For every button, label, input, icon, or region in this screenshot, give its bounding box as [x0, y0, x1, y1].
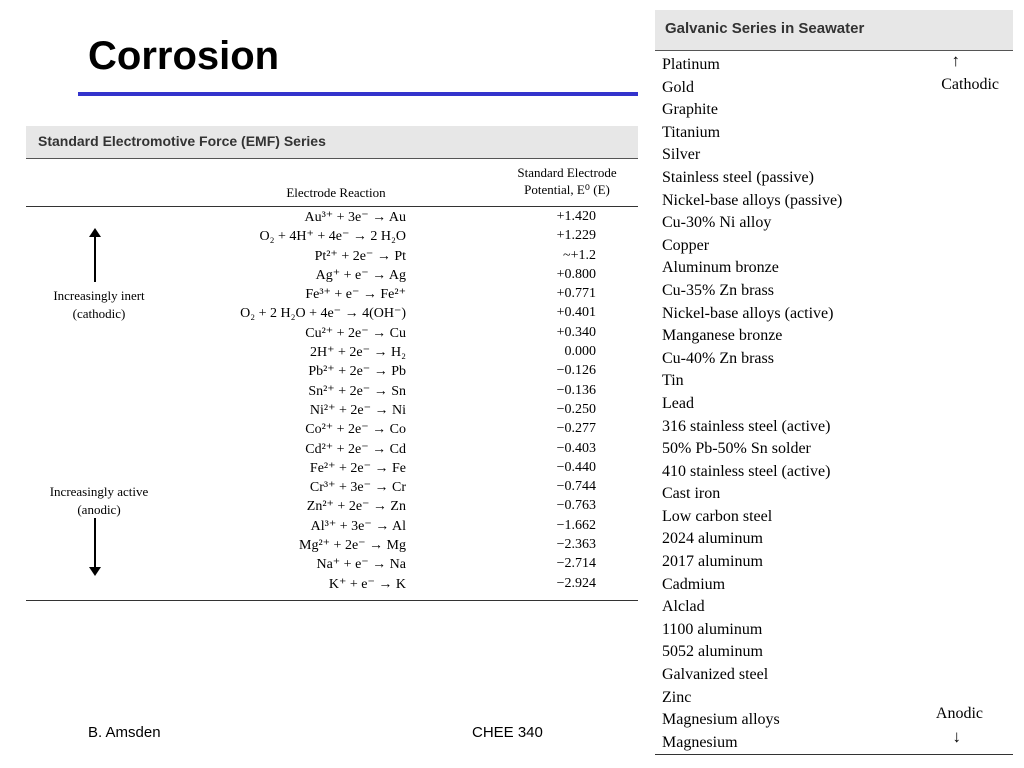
electrode-reaction: K⁺ + e⁻ → K: [328, 576, 406, 592]
electrode-potential: −0.250: [556, 401, 596, 417]
cathodic-label: Cathodic: [941, 76, 999, 93]
galvanic-item: Galvanized steel: [662, 666, 769, 684]
electrode-potential: −1.662: [556, 517, 596, 533]
electrode-potential: −0.440: [556, 459, 596, 475]
electrode-reaction: Au³⁺ + 3e⁻ → Au: [304, 210, 406, 225]
electrode-potential: −0.136: [556, 382, 596, 398]
footer-author: B. Amsden: [88, 724, 161, 741]
electrode-potential: −2.363: [556, 537, 596, 553]
emf-row: [26, 440, 638, 459]
electrode-reaction: Mg²⁺ + 2e⁻ → Mg: [299, 538, 406, 554]
inert-label: [34, 287, 164, 323]
electrode-potential: +0.401: [556, 305, 596, 321]
column-header-reaction: Electrode Reaction: [286, 185, 386, 200]
galvanic-item: Platinum: [662, 56, 720, 73]
inert-label-line1: Increasingly inert: [53, 288, 145, 303]
electrode-potential: −0.763: [556, 498, 596, 514]
footer-course: CHEE 340: [472, 724, 543, 741]
galvanic-bottom-rule: [655, 754, 1013, 755]
emf-row: [26, 227, 638, 246]
galvanic-table-title: Galvanic Series in Seawater: [665, 20, 865, 37]
galvanic-item: Nickel-base alloys (active): [662, 304, 834, 322]
emf-row: [26, 575, 638, 594]
galvanic-list: [662, 54, 842, 754]
electrode-potential: −0.126: [556, 363, 596, 379]
galvanic-item: Cast iron: [662, 485, 721, 503]
title-underline: [78, 92, 638, 96]
emf-row: [26, 459, 638, 478]
electrode-potential: +0.771: [556, 286, 596, 302]
galvanic-item: Cadmium: [662, 575, 726, 593]
anodic-label: Anodic: [935, 705, 983, 722]
down-arrow-shaft: [94, 518, 96, 570]
electrode-reaction: 2H⁺ + 2e⁻ → H₂: [310, 345, 406, 361]
active-label-line1: Increasingly active: [49, 484, 149, 499]
electrode-reaction: Co²⁺ + 2e⁻ → Co: [305, 422, 406, 438]
emf-row: [26, 382, 638, 401]
emf-table-title: Standard Electromotive Force (EMF) Series: [38, 133, 326, 149]
emf-row: [26, 266, 638, 285]
electrode-potential: +1.420: [556, 209, 596, 224]
galvanic-item: Alclad: [662, 598, 705, 616]
electrode-reaction: Fe²⁺ + 2e⁻ → Fe: [309, 460, 406, 476]
electrode-potential: +1.229: [556, 228, 596, 244]
electrode-potential: ~+1.2: [563, 247, 596, 263]
galvanic-item: Stainless steel (passive): [662, 168, 814, 186]
galvanic-item: Lead: [662, 394, 694, 412]
emf-series-table: [26, 126, 638, 602]
galvanic-item: Nickel-base alloys (passive): [662, 191, 843, 209]
electrode-potential: 0.000: [564, 344, 596, 360]
galvanic-item: 2024 aluminum: [662, 530, 763, 548]
column-header-potential: [496, 164, 638, 198]
emf-row: [26, 517, 638, 536]
galvanic-item: Gold: [662, 78, 694, 96]
electrode-reaction: Ag⁺ + e⁻ → Ag: [315, 267, 406, 283]
galvanic-item: 1100 aluminum: [662, 620, 763, 638]
column-header-potential-line1: Standard Electrode: [517, 165, 617, 180]
galvanic-item: 316 stainless steel (active): [662, 417, 831, 435]
galvanic-item: Silver: [662, 146, 701, 164]
inert-label-line2: (cathodic): [72, 306, 126, 321]
emf-row: [26, 555, 638, 574]
galvanic-item: Tin: [662, 372, 684, 390]
electrode-reaction: Ni²⁺ + 2e⁻ → Ni: [309, 402, 406, 418]
galvanic-item: Cu-30% Ni alloy: [662, 214, 772, 232]
electrode-potential: +0.340: [556, 324, 596, 340]
anodic-arrow-icon: ↓: [952, 727, 961, 746]
galvanic-item: 50% Pb-50% Sn solder: [662, 440, 811, 458]
emf-table-header: [26, 126, 638, 159]
slide-title: Corrosion: [88, 34, 280, 78]
galvanic-item: Cu-35% Zn brass: [662, 281, 774, 299]
electrode-reaction: O₂ + 2 H₂O + 4e⁻ → 4(OH⁻): [240, 306, 406, 322]
galvanic-item: Copper: [662, 236, 710, 254]
electrode-potential: −0.403: [556, 440, 596, 456]
electrode-reaction: Na⁺ + e⁻ → Na: [316, 557, 406, 573]
emf-row: [26, 362, 638, 381]
galvanic-item: Magnesium: [662, 733, 738, 751]
galvanic-item: 5052 aluminum: [662, 643, 763, 661]
electrode-potential: −2.714: [556, 556, 596, 572]
galvanic-item: 410 stainless steel (active): [662, 462, 831, 480]
emf-row: [26, 401, 638, 420]
electrode-potential: −0.744: [556, 479, 596, 495]
emf-row: [26, 208, 638, 227]
electrode-potential: −0.277: [556, 421, 596, 437]
galvanic-series-table: [655, 10, 1013, 768]
electrode-potential: −2.924: [556, 575, 596, 591]
active-label: [34, 483, 164, 519]
electrode-reaction: Fe³⁺ + e⁻ → Fe²⁺: [305, 287, 406, 303]
galvanic-item: Magnesium alloys: [662, 711, 780, 729]
emf-rows: [26, 208, 638, 594]
column-header-potential-line2: Potential, E⁰ (E): [524, 182, 610, 197]
galvanic-item: Graphite: [662, 101, 718, 119]
electrode-reaction: Al³⁺ + 3e⁻ → Al: [310, 518, 406, 534]
electrode-reaction: Cr³⁺ + 3e⁻ → Cr: [309, 480, 406, 496]
electrode-reaction: Cd²⁺ + 2e⁻ → Cd: [305, 441, 406, 457]
galvanic-item: 2017 aluminum: [662, 553, 763, 571]
active-label-line2: (anodic): [77, 502, 121, 517]
electrode-reaction: Cu²⁺ + 2e⁻ → Cu: [305, 325, 406, 341]
emf-row: [26, 420, 638, 439]
galvanic-item: Low carbon steel: [662, 507, 773, 525]
electrode-reaction: Zn²⁺ + 2e⁻ → Zn: [306, 499, 406, 515]
cathodic-arrow-icon: ↑: [951, 51, 960, 70]
electrode-potential: +0.800: [556, 266, 596, 282]
up-arrow-shaft: [94, 234, 96, 282]
galvanic-table-header: [655, 10, 1013, 51]
electrode-reaction: O₂ + 4H⁺ + 4e⁻ → 2 H₂O: [259, 229, 406, 245]
emf-row: [26, 324, 638, 343]
galvanic-item: Aluminum bronze: [662, 259, 779, 277]
galvanic-item: Zinc: [662, 688, 692, 706]
emf-row: [26, 343, 638, 362]
table-bottom-rule: [26, 600, 638, 601]
header-divider: [26, 206, 638, 207]
down-arrow-icon: [89, 567, 101, 576]
galvanic-item: Cu-40% Zn brass: [662, 349, 774, 367]
emf-row: [26, 247, 638, 266]
galvanic-item: Manganese bronze: [662, 327, 783, 345]
galvanic-item: Titanium: [662, 123, 721, 141]
electrode-reaction: Pb²⁺ + 2e⁻ → Pb: [308, 364, 406, 380]
electrode-reaction: Sn²⁺ + 2e⁻ → Sn: [308, 383, 406, 399]
electrode-reaction: Pt²⁺ + 2e⁻ → Pt: [314, 248, 406, 264]
emf-row: [26, 536, 638, 555]
